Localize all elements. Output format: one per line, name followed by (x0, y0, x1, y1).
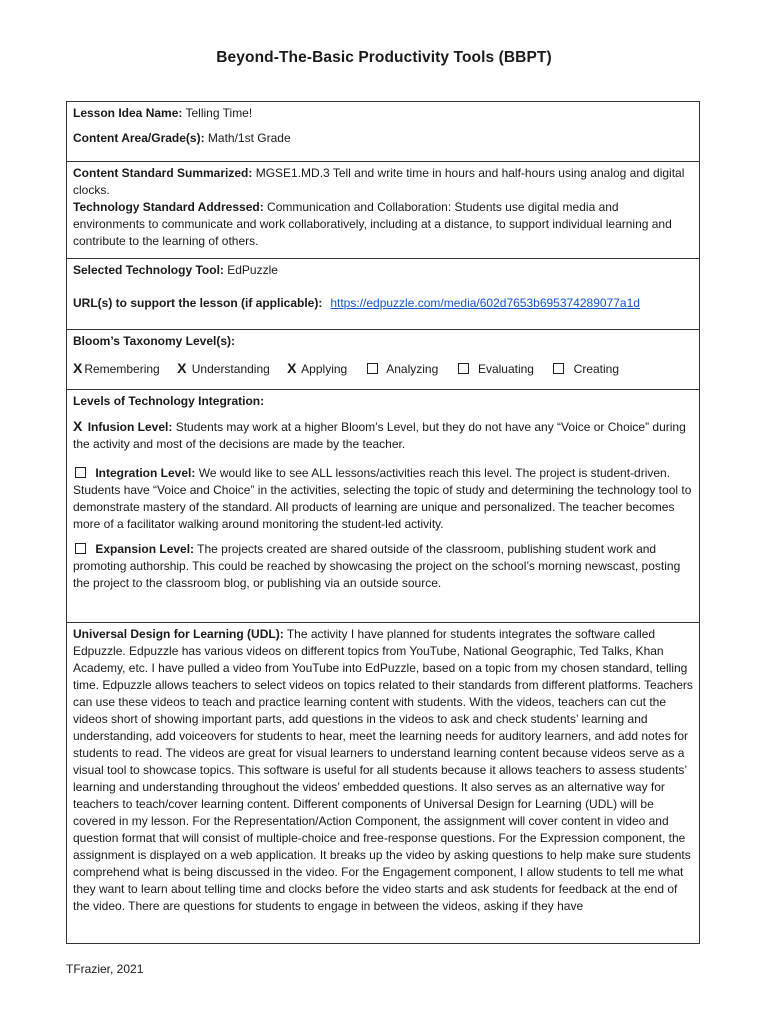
integration-level (73, 465, 693, 533)
tech-standard-value: Communication and Collaboration: Students use digital media and environments to communicate and work collaboratively, including at a distance, to support individual learning and contribute to the learning of others. (73, 200, 672, 248)
checked-x-mark: X (287, 360, 297, 376)
grade-label: Content Area/Grade(s): (73, 131, 205, 145)
udl-label: Universal Design for Learning (UDL): (73, 627, 284, 641)
tool-value: EdPuzzle (227, 263, 278, 277)
empty-checkbox-icon (75, 543, 86, 554)
expansion-title: Expansion Level: (95, 542, 195, 556)
bloom-understanding[interactable]: X Understanding (177, 360, 270, 376)
expansion-text: The projects created are shared outside of the classroom, publishing student work and promoting authorship. This could be reached by showcasing the project on the school’s morning newscast, posting the project to the classroom blog, or publishing via an outside source. (73, 542, 681, 590)
lesson-name-label: Lesson Idea Name: (73, 106, 183, 120)
lesson-info-cell (67, 102, 700, 162)
checked-x-mark: X (73, 418, 83, 434)
standards-cell (67, 162, 700, 259)
bloom-analyzing[interactable]: Analyzing (365, 361, 439, 378)
content-standard-label: Content Standard Summarized: (73, 166, 253, 180)
tool-cell (67, 259, 700, 330)
integration-cell (67, 390, 700, 623)
expansion-level (73, 541, 693, 592)
lesson-name-value: Telling Time! (185, 106, 253, 120)
lesson-url-link[interactable]: https://edpuzzle.com/media/602d7653b695374289077a1d (330, 296, 640, 310)
integration-text: We would like to see ALL lessons/activities reach this level. The project is student-driven. Students have “Voice and Choice” in the activities, selecting the topic of study and determining the technology tool to demonstrate mastery of the standard. All products of learning are unique and personalized. The teacher becomes more of a facilitator walking around monitoring the student-led activity. (73, 466, 692, 531)
bloom-evaluating[interactable]: Evaluating (456, 361, 534, 378)
tool-label: Selected Technology Tool: (73, 263, 224, 277)
empty-checkbox-icon (367, 363, 378, 374)
lesson-plan-form (66, 101, 700, 944)
integration-title: Integration Level: (95, 466, 196, 480)
infusion-level (73, 418, 693, 453)
bloom-applying[interactable]: X Applying (287, 360, 348, 376)
integration-label: Levels of Technology Integration: (73, 394, 265, 408)
bloom-remembering[interactable]: X Remembering (73, 360, 160, 376)
udl-cell (67, 623, 700, 944)
infusion-title: Infusion Level: (87, 420, 173, 434)
url-label: URL(s) to support the lesson (if applicable): (73, 296, 323, 310)
bloom-label: Bloom’s Taxonomy Level(s): (73, 334, 236, 348)
page-title: Beyond-The-Basic Productivity Tools (BBPT) (216, 49, 552, 66)
checked-x-mark: X (73, 360, 83, 376)
infusion-text: Students may work at a higher Bloom’s Level, but they do not have any “Voice or Choice” during the activity and most of the decisions are made by the teacher. (73, 420, 686, 451)
empty-checkbox-icon (458, 363, 469, 374)
udl-text: The activity I have planned for students integrates the software called Edpuzzle. Edpuzzle has various videos on different topics from YouTube, National Geographic, Ted Talks, Khan Academy, etc. I have pulled a video from YouTube into EdPuzzle, based on a topic from my chosen standard, telling time. Edpuzzle allows teachers to select videos on topics related to their standards from different platforms. Teachers can use these videos to teach and practice learning content with students. With the videos, teachers can cut the videos short of showing important parts, add questions in the videos to ask and check students’ learning and understanding, add voiceovers for students to hear, meet the learning needs for auditory learners, and add notes for students to read. The videos are great for visual learners to understand learning content because videos serve as a visual tool to showcase topics. This software is useful for all students because it allows teachers to assess students’ learning and understanding throughout the videos’ embedded questions. It also serves as an alternative way for teachers to teach/cover learning content. Different components of Universal Design for Learning (UDL) will be covered in my lesson. For the Representation/Action Component, the assignment will cover content in video and question format that will consist of multiple-choice and free-response questions. For the Expression component, the assignment is displayed on a web application. It breaks up the video by asking questions to help make sure students comprehend what is being discussed in the video. For the Engagement component, I allow students to tell me what they want to learn about telling time and clocks before the video starts and ask students for feedback at the end of the video. There are questions for students to engage in between the videos, asking if they have (73, 627, 693, 913)
empty-checkbox-icon (553, 363, 564, 374)
bloom-creating[interactable]: Creating (551, 361, 619, 378)
grade-value: Math/1st Grade (207, 131, 291, 145)
footer-author: TFrazier, 2021 (66, 962, 144, 976)
checked-x-mark: X (177, 360, 187, 376)
tech-standard-label: Technology Standard Addressed: (73, 200, 264, 214)
content-standard-value: MGSE1.MD.3 Tell and write time in hours and half-hours using analog and digital clocks. (73, 166, 685, 197)
bloom-cell (67, 330, 700, 390)
empty-checkbox-icon (75, 467, 86, 478)
bloom-levels (73, 360, 693, 378)
